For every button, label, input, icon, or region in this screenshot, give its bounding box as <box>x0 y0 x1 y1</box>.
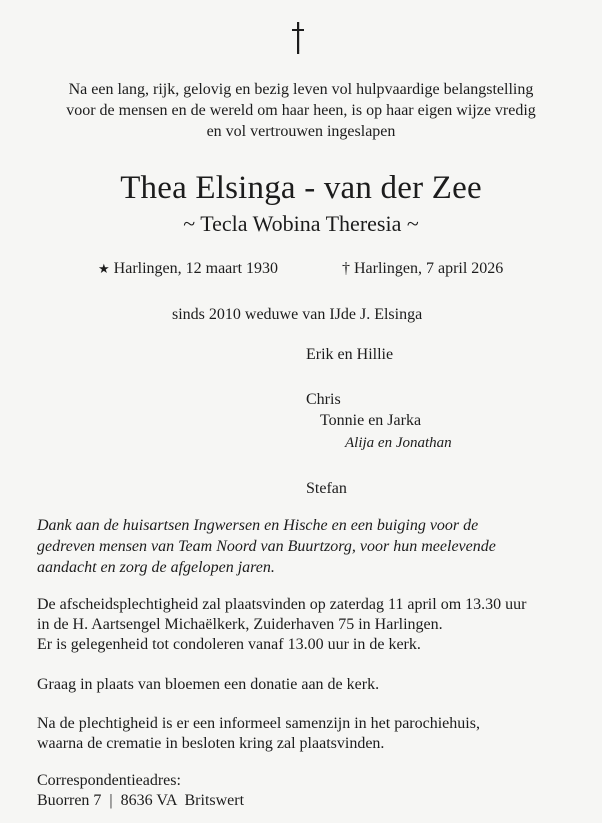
intro-line-3: en vol vertrouwen ingeslapen <box>206 123 396 140</box>
birth-text: Harlingen, 12 maart 1930 <box>113 260 279 277</box>
given-names: ~ Tecla Wobina Theresia ~ <box>183 211 419 236</box>
thanks-line-2: gedreven mensen van Team Noord van Buurtzorg, voor hun meelevende <box>37 538 496 555</box>
thanks-line-3: aandacht en zorg de afgelopen jaren. <box>37 559 275 576</box>
birth-line <box>98 260 278 278</box>
ceremony-line-3: Er is gelegenheid tot condoleren vanaf 13.00 uur in de kerk. <box>37 636 421 653</box>
intro-line-1: Na een lang, rijk, gelovig en bezig leven vol hulpvaardige belangstelling <box>68 81 534 98</box>
flowers-line: Graag in plaats van bloemen een donatie aan de kerk. <box>37 676 380 693</box>
thanks-line-1: Dank aan de huisartsen Ingwersen en Hische en een buiging voor de <box>37 517 479 534</box>
star-icon: ★ <box>98 261 110 276</box>
deceased-name: Thea Elsinga - van der Zee <box>120 170 482 206</box>
family-person-3: Stefan <box>306 480 347 497</box>
intro-line-2: voor de mensen en de wereld om haar heen, is op haar eigen wijze vredig <box>66 102 536 119</box>
correspondence-label: Correspondentieadres: <box>37 772 181 789</box>
after-line-2: waarna de crematie in besloten kring zal plaatsvinden. <box>37 735 385 752</box>
ceremony-line-2: in de H. Aartsengel Michaëlkerk, Zuiderhaven 75 in Harlingen. <box>37 616 443 633</box>
death-line: † Harlingen, 7 april 2026 <box>342 260 504 277</box>
family-couple-1: Erik en Hillie <box>306 346 394 363</box>
after-line-1: Na de plechtigheid is er een informeel samenzijn in het parochiehuis, <box>37 715 480 732</box>
widow-line: sinds 2010 weduwe van IJde J. Elsinga <box>172 306 423 323</box>
family-couple-2: Tonnie en Jarka <box>320 412 422 429</box>
correspondence-address: Buorren 7 | 8636 VA Britswert <box>37 792 245 809</box>
family-person-2: Chris <box>306 391 341 408</box>
latin-cross-icon <box>291 22 305 54</box>
family-grandchildren: Alija en Jonathan <box>345 435 452 451</box>
ceremony-line-1: De afscheidsplechtigheid zal plaatsvinden op zaterdag 11 april om 13.30 uur <box>37 596 527 613</box>
